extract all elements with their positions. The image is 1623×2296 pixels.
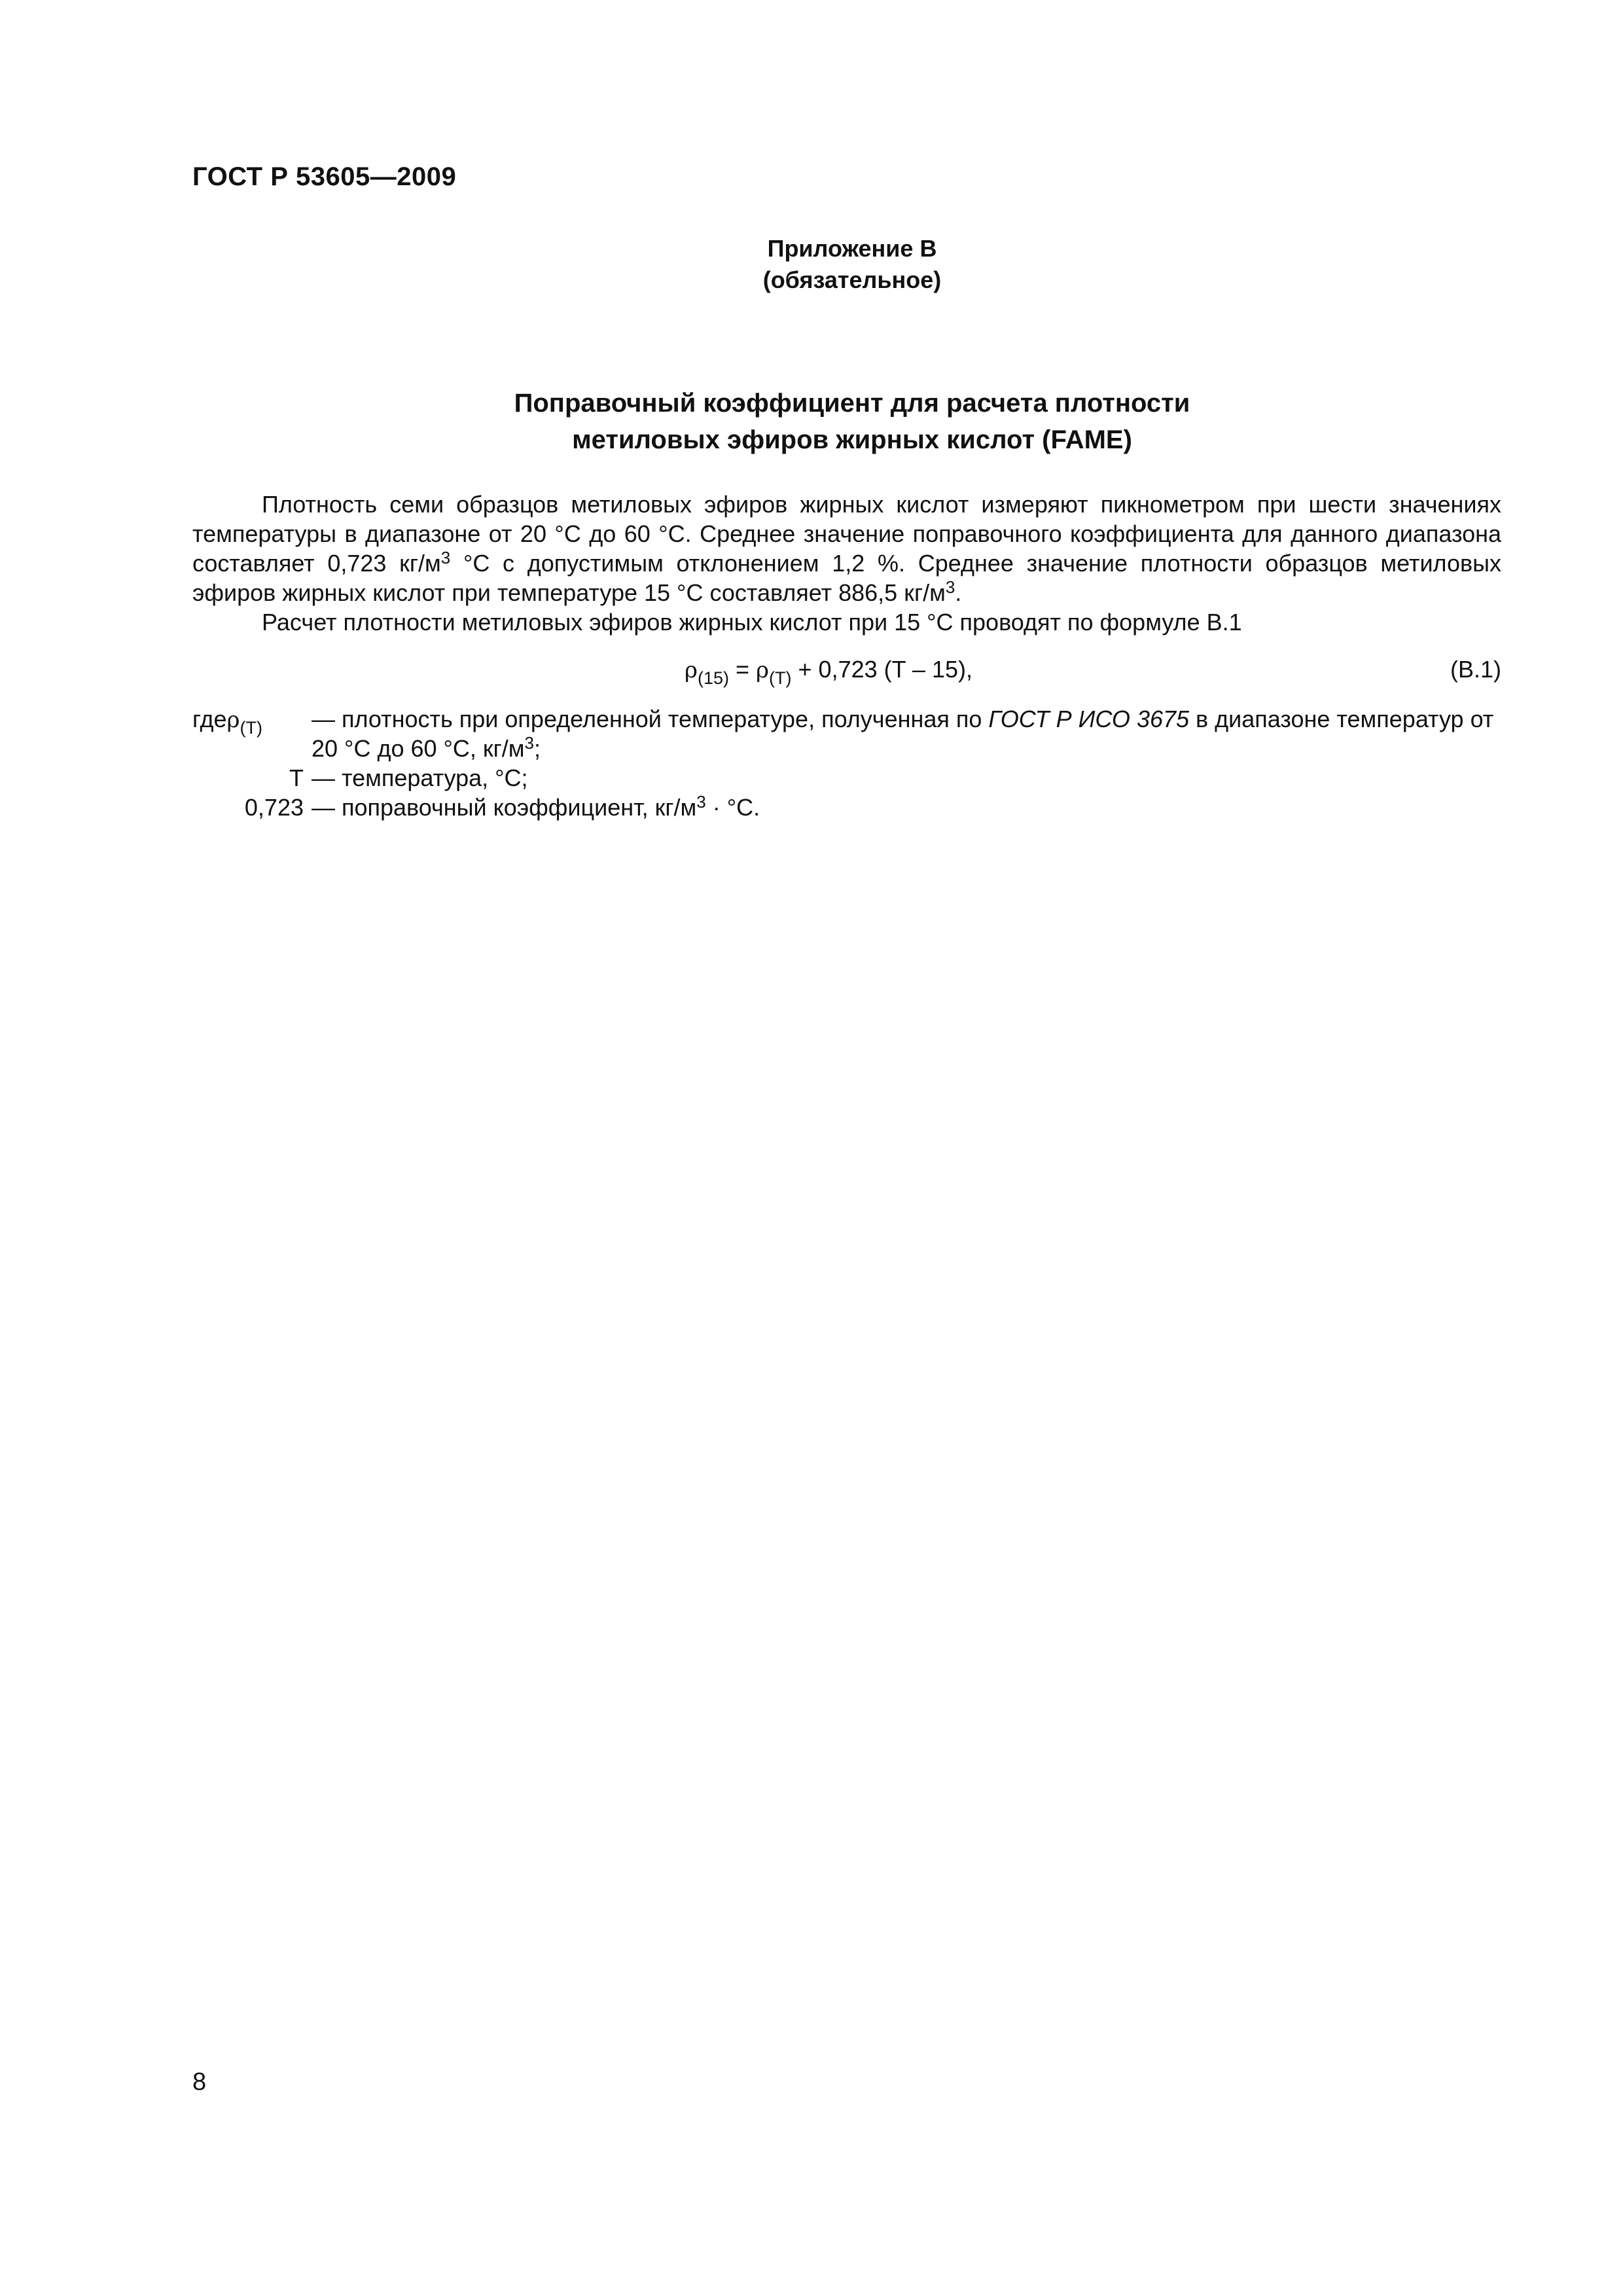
definition-term: 0,723 [244, 794, 304, 821]
formula-rest: + 0,723 (T – 15), [791, 656, 973, 683]
superscript: 3 [524, 733, 535, 753]
annex-label: Приложение В [767, 235, 937, 262]
variable-definitions [192, 704, 1501, 822]
page-number: 8 [192, 2068, 207, 2096]
definition-text [304, 793, 1501, 822]
subscript: (15) [698, 668, 730, 688]
equals-sign: = [729, 656, 757, 683]
paragraph-1-part-c: . [955, 579, 962, 606]
formula-row [192, 656, 1501, 689]
appendix-title [0, 385, 1623, 458]
paragraph-1-part-b: °C с допустимым отклонением 1,2 %. Среднее значение плотности образцов метиловых эфиров жирных кислот при температуре 15 °C составляет 886,5 кг/м [192, 550, 1501, 606]
annex-status: (обязательное) [762, 266, 942, 293]
paragraph-1 [192, 490, 1501, 607]
rho-symbol: ρ [756, 657, 770, 683]
definition-part: — плотность при определенной температуре, полученная по [312, 706, 989, 732]
definition-row [192, 793, 1501, 822]
superscript: 3 [945, 577, 955, 597]
body-text [192, 490, 1501, 637]
title-line-1: Поправочный коэффициент для расчета плотности [514, 389, 1190, 418]
definition-row [192, 763, 1501, 793]
rho-symbol: ρ [685, 657, 698, 683]
formula [685, 656, 972, 689]
document-code: ГОСТ Р 53605—2009 [192, 162, 457, 191]
superscript: 3 [696, 792, 706, 812]
definition-part: ; [534, 735, 541, 762]
formula-number: (В.1) [1450, 656, 1501, 683]
standard-reference: ГОСТ Р ИСО 3675 [988, 706, 1190, 732]
definition-part: — поправочный коэффициент, кг/м [312, 794, 697, 821]
paragraph-2: Расчет плотности метиловых эфиров жирных кислот при 15 °C проводят по формуле В.1 [262, 609, 1242, 636]
annex-heading [0, 233, 1623, 296]
title-line-2: метиловых эфиров жирных кислот (FAME) [572, 425, 1132, 454]
definition-row [192, 704, 1501, 763]
definition-part: · °C. [705, 794, 760, 821]
definition-text [304, 704, 1501, 763]
rho-symbol: ρ [226, 707, 240, 733]
definition-term: T [289, 764, 304, 791]
superscript: 3 [440, 548, 451, 567]
where-label: где [192, 706, 227, 732]
subscript: (T) [240, 718, 263, 738]
paragraph-1-part-a: Плотность семи образцов метиловых эфиров жирных кислот измеряют пикнометром при шести значениях температуры в диапазоне от 20 °C до 60 °C. Среднее значение поправочного коэффициента для данного диапазона составляет 0,723 кг/м [192, 491, 1501, 577]
definition-part: в диапазоне температур от 20 °C до 60 °C, кг/м [312, 706, 1494, 762]
subscript: (T) [769, 668, 792, 688]
definition-text: — температура, °C; [312, 764, 528, 791]
definition-term [192, 704, 304, 743]
